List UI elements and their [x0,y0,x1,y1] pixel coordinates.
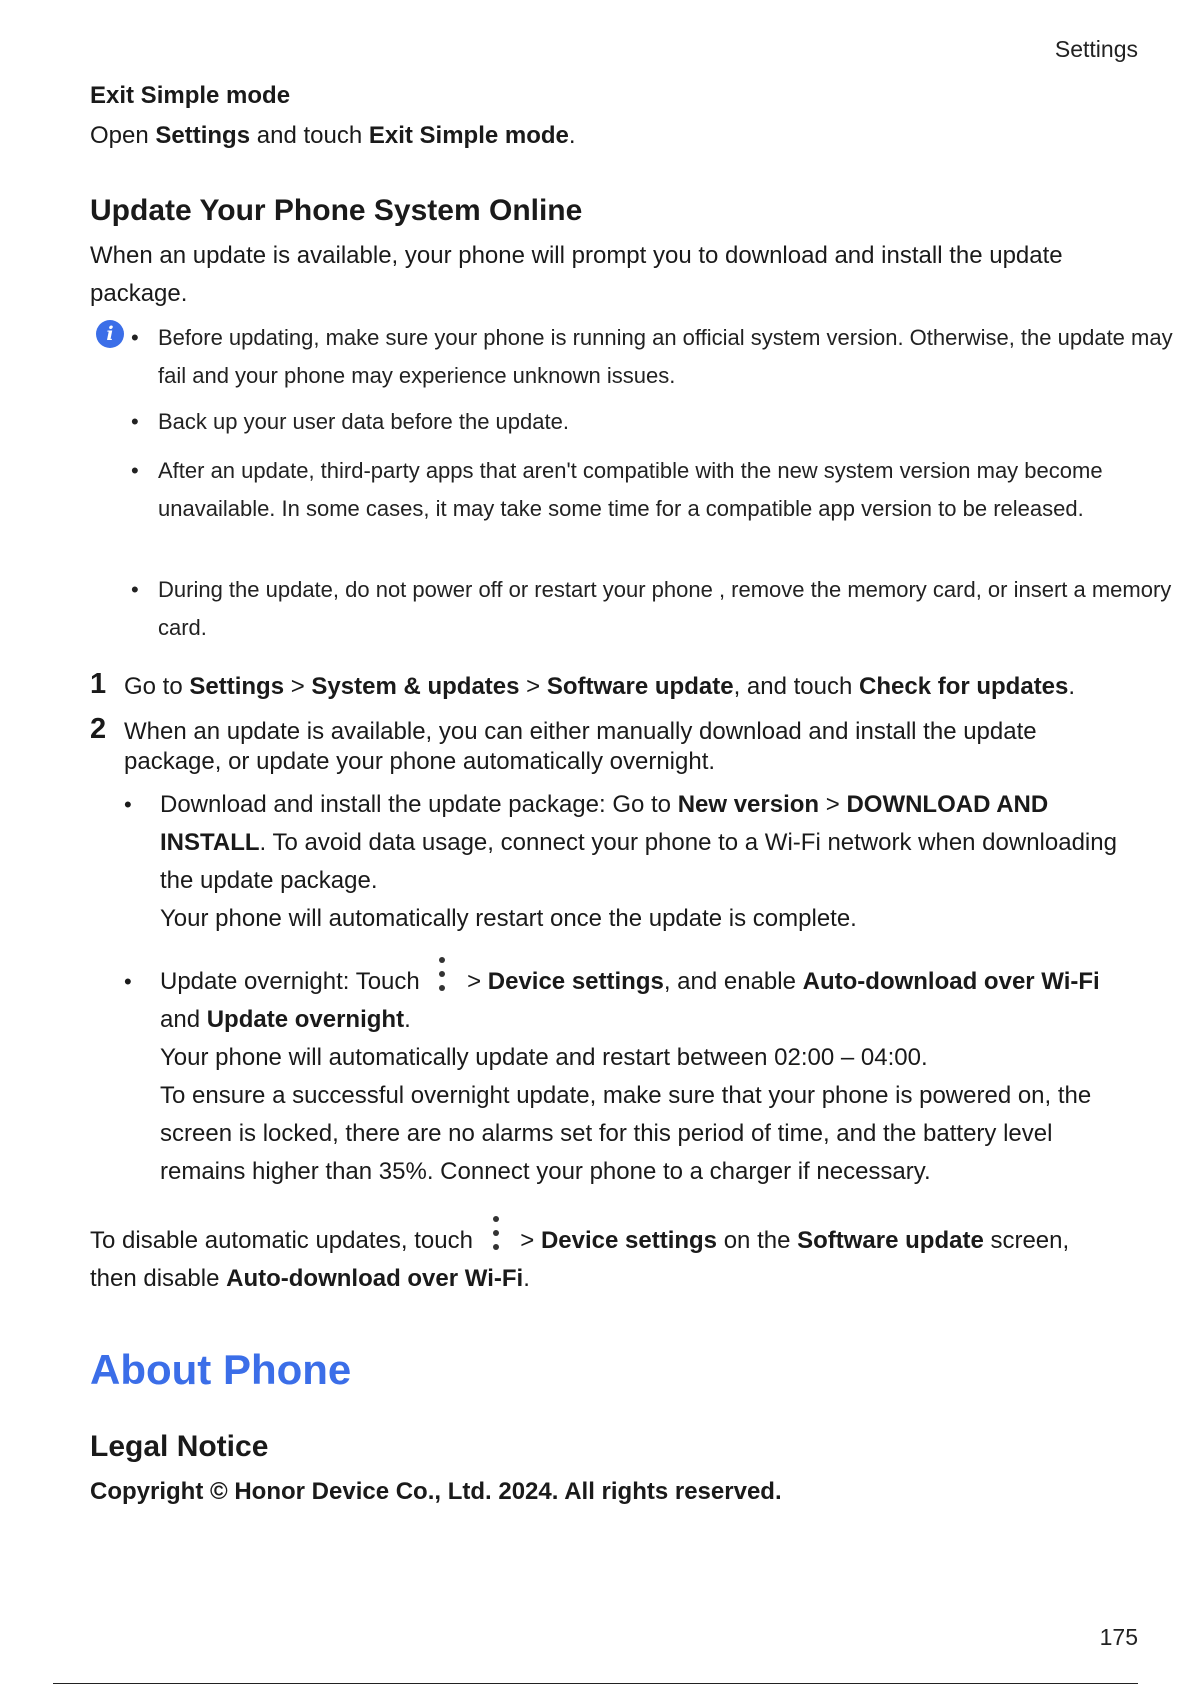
page-header-title: Settings [1054,36,1138,62]
more-options-icon[interactable] [480,1230,514,1254]
note-item: • During the update, do not power off or restart your phone , remove the memory card, or insert a memory card. [158,571,1191,647]
bullet-icon: • [124,792,132,817]
bullet-icon: • [131,409,139,434]
bullet-icon: • [131,577,139,602]
exit-simple-mode-heading: Exit Simple mode [90,82,291,109]
page-number: 175 [1099,1624,1138,1650]
update-online-intro: When an update is available, your phone will prompt you to download and install the update package. [90,242,1063,307]
note-item: • Before updating, make sure your phone is running an official system version. Otherwise, the update may fail and your phone may experience unknown issues. [158,319,1191,395]
about-phone-heading: About Phone [90,1346,352,1393]
bullet-icon: • [131,458,139,483]
more-options-icon[interactable] [426,971,460,995]
overnight-update-item: • Update overnight: Touch > Device settings, and enable Auto-download over Wi-Fi and Update overnight. Your phone will automatically update and restart between 02:00 – 04:00. To ensure a successful overnight update, make sure that your phone is powered on, the screen is locked, there are no alarms set for this period of time, and the battery level remains higher than 35%. Connect your phone to a charger if necessary. [160,963,1120,1191]
bullet-icon: • [131,325,139,350]
step-number: 1 [90,668,107,700]
manual-update-item: • Download and install the update package: Go to New version > DOWNLOAD AND INSTALL. To avoid data usage, connect your phone to a Wi-Fi network when downloading the update package. Your phone will automatically restart once the update is complete. [160,786,1120,938]
note-item: • After an update, third-party apps that aren't compatible with the new system version may become unavailable. In some cases, it may take some time for a compatible app version to be released. [158,452,1191,528]
copyright-text: Copyright © Honor Device Co., Ltd. 2024. All rights reserved. [90,1478,782,1505]
legal-notice-heading: Legal Notice [90,1430,269,1463]
exit-simple-mode-text: Open Settings and touch Exit Simple mode. [90,122,576,149]
step-text: Go to Settings > System & updates > Software update, and touch Check for updates. [124,673,1076,700]
bullet-icon: • [124,969,132,994]
note-item: • Back up your user data before the update. [158,403,1191,441]
step-number: 2 [90,713,107,745]
disable-auto-update-text: To disable automatic updates, touch > Device settings on the Software update screen, then disable Auto-download over Wi-Fi. [90,1222,1080,1298]
update-online-heading: Update Your Phone System Online [90,194,583,227]
info-icon: i [96,320,124,348]
step-text: When an update is available, you can either manually download and install the update package, or update your phone automatically overnight. [124,718,1037,775]
